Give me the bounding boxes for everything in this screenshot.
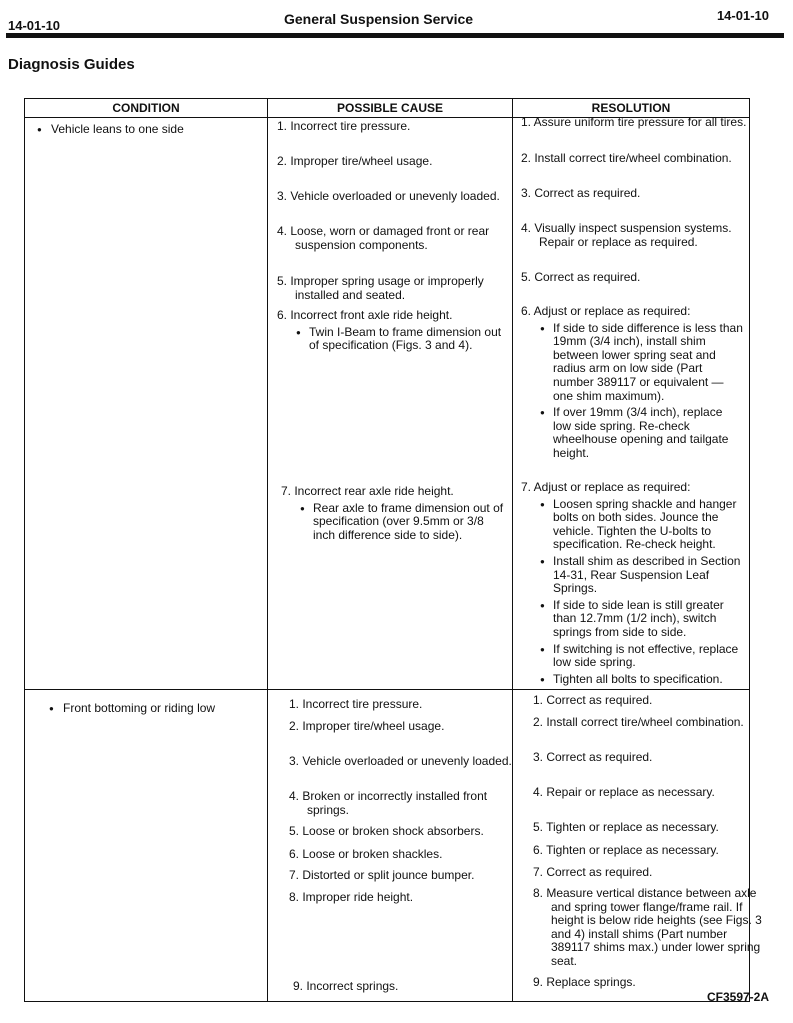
resolution-item: 9. Replace springs. — [533, 975, 636, 989]
cause-item: 2. Improper tire/wheel usage. — [277, 154, 433, 168]
page-number-right: 14-01-10 — [716, 8, 769, 23]
column-header-cause: POSSIBLE CAUSE — [336, 101, 444, 115]
resolution-sub-bullet: ● Tighten all bolts to specification. — [521, 673, 743, 687]
resolution-item: 3. Correct as required. — [533, 750, 653, 764]
cause-item: 3. Vehicle overloaded or unevenly loaded. — [277, 189, 500, 203]
resolution-item: 6. Tighten or replace as necessary. — [533, 843, 719, 857]
page-number-left: 14-01-10 — [8, 18, 61, 33]
resolution-item: 2. Install correct tire/wheel combination. — [521, 151, 732, 165]
cause-item: 6. Loose or broken shackles. — [289, 847, 443, 861]
cause-item: 5. Loose or broken shock absorbers. — [289, 824, 484, 838]
cause-text: 7. Incorrect rear axle ride height. — [281, 484, 454, 498]
column-divider — [267, 99, 268, 1001]
resolution-text: 7. Adjust or replace as required: — [521, 480, 691, 494]
resolution-sub-bullet: ● If side to side difference is less than 19mm (3/4 inch), install shim between lower spring seat and radius arm on low side (Part number 389117 or equivalent — one shim maximum). — [521, 322, 743, 404]
cause-item: 4. Loose, worn or damaged front or rear suspension components. — [277, 224, 490, 252]
resolution-item: 5. Correct as required. — [521, 270, 641, 284]
cause-item — [277, 309, 505, 353]
condition-cell: ● Front bottoming or riding low — [41, 702, 281, 716]
resolution-item: 7. Correct as required. — [533, 865, 653, 879]
running-title: General Suspension Service — [284, 11, 474, 27]
resolution-item — [521, 481, 743, 686]
resolution-item: 1. Correct as required. — [533, 693, 653, 707]
cause-item: 7. Distorted or split jounce bumper. — [289, 868, 475, 882]
resolution-sub-bullet: ● If over 19mm (3/4 inch), replace low side spring. Re-check wheelhouse opening and tailgate height. — [521, 406, 743, 460]
cause-sub-bullet: ● Twin I-Beam to frame dimension out of specification (Figs. 3 and 4). — [277, 326, 505, 353]
resolution-sub-bullet: ● If side to side lean is still greater than 12.7mm (1/2 inch), switch springs from side to side. — [521, 599, 743, 640]
condition-cell: ● Vehicle leans to one side — [29, 123, 279, 137]
resolution-item: 1. Assure uniform tire pressure for all tires. — [521, 115, 747, 129]
cause-item — [281, 485, 509, 542]
cause-item: 1. Incorrect tire pressure. — [289, 697, 423, 711]
cause-item: 1. Incorrect tire pressure. — [277, 119, 411, 133]
figure-code: CF3597-2A — [706, 990, 769, 1004]
resolution-text: 6. Adjust or replace as required: — [521, 304, 691, 318]
resolution-item: 4. Visually inspect suspension systems. Repair or replace as required. — [521, 221, 732, 249]
cause-item: 3. Vehicle overloaded or unevenly loaded. — [289, 754, 512, 768]
cause-item: 5. Improper spring usage or improperly installed and seated. — [277, 274, 484, 302]
cause-text: 6. Incorrect front axle ride height. — [277, 308, 453, 322]
resolution-sub-bullet: ● Loosen spring shackle and hanger bolts on both sides. Jounce the vehicle. Tighten the U-bolts to specification. Re-check height. — [521, 498, 743, 552]
resolution-item: 5. Tighten or replace as necessary. — [533, 820, 719, 834]
resolution-item — [521, 305, 743, 461]
header-rule — [6, 33, 784, 38]
column-header-resolution: RESOLUTION — [591, 101, 671, 115]
resolution-item: 8. Measure vertical distance between axle and spring tower flange/frame rail. If height is below ride heights (see Figs. 3 and 4) install shims (Part number 389117 shims max.) under lower spring seat. — [533, 886, 762, 968]
resolution-item: 2. Install correct tire/wheel combination. — [533, 715, 744, 729]
resolution-sub-bullet: ● If switching is not effective, replace low side spring. — [521, 643, 743, 670]
cause-item: 8. Improper ride height. — [289, 890, 414, 904]
cause-sub-bullet: ● Rear axle to frame dimension out of specification (over 9.5mm or 3/8 inch difference side to side). — [281, 502, 509, 543]
column-header-condition: CONDITION — [112, 101, 180, 115]
resolution-sub-bullet: ● Install shim as described in Section 14-31, Rear Suspension Leaf Springs. — [521, 555, 743, 596]
cause-item: 2. Improper tire/wheel usage. — [289, 719, 445, 733]
cause-item: 4. Broken or incorrectly installed front springs. — [289, 789, 488, 817]
cause-item: 9. Incorrect springs. — [293, 979, 399, 993]
row-divider — [25, 689, 749, 690]
resolution-item: 3. Correct as required. — [521, 186, 641, 200]
section-title: Diagnosis Guides — [8, 56, 135, 73]
diagnosis-table — [24, 98, 762, 1002]
resolution-item: 4. Repair or replace as necessary. — [533, 785, 715, 799]
